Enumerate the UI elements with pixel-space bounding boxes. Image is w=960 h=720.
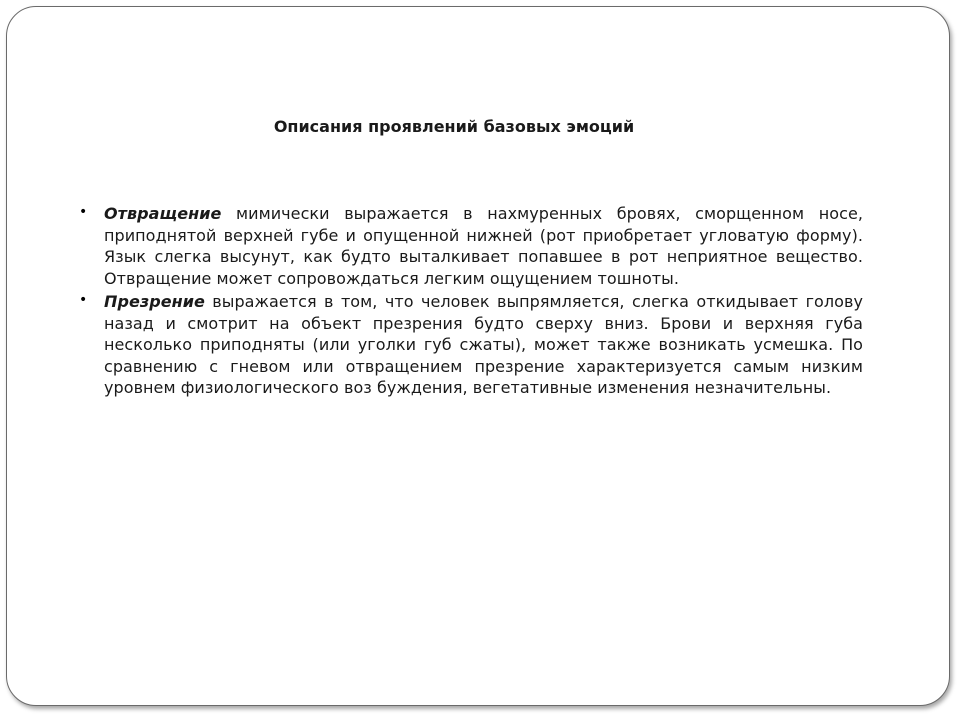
slide-title: Описания проявлений базовых эмоций: [273, 117, 635, 136]
bullet-list: [79, 203, 863, 401]
bullet-term: Отвращение: [104, 204, 222, 223]
bullet-item-disgust: [79, 203, 863, 289]
bullet-dot-icon: •: [79, 204, 88, 220]
bullet-text: [104, 291, 863, 399]
bullet-term: Презрение: [104, 292, 205, 311]
bullet-item-contempt: [79, 291, 863, 399]
bullet-dot-icon: •: [79, 292, 88, 308]
slide-frame: [6, 6, 950, 706]
bullet-description: мимически выражается в нахмуренных бровях, сморщенном носе, приподнятой верхней губе и опущенной нижней (рот приобретает угловатую форму). Язык слегка высунут, как будто выталкивает попавшее в рот неприятное вещество. Отвращение может сопровождаться легким ощущением тошноты.: [104, 204, 863, 288]
bullet-text: [104, 203, 863, 289]
bullet-description: выражается в том, что человек выпрямляется, слегка откидывает голову назад и смотрит на объект презрения будто сверху вниз. Брови и верхняя губа несколько приподняты (или уголки губ сжаты), может также возникать усмешка. По сравнению с гневом или отвращением презрение характеризуется самым низким уровнем физиологического воз буждения, вегетативные изменения незначительны.: [104, 292, 863, 397]
